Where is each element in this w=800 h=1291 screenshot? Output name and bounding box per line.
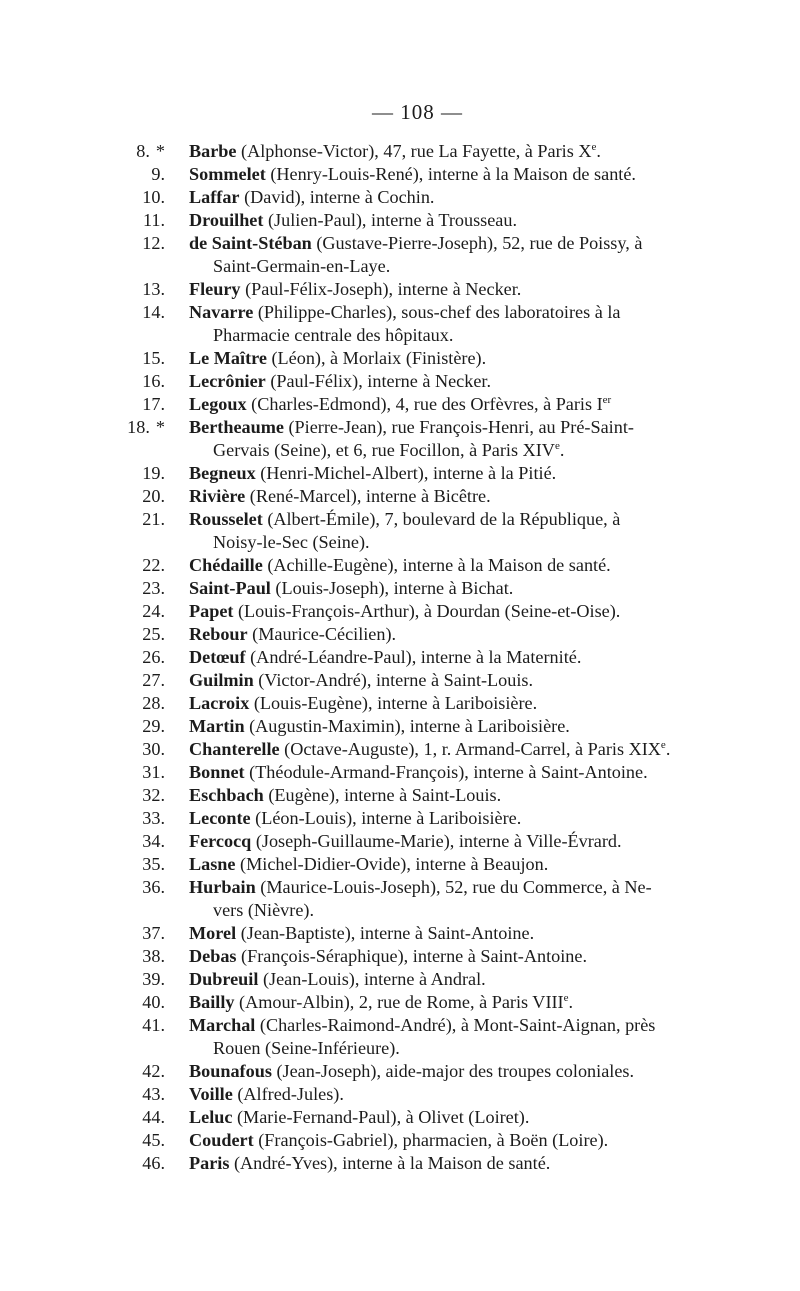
page-number: — 108 —: [372, 100, 463, 124]
entry-text: [189, 209, 709, 232]
entry-number-text: 18.: [127, 417, 150, 437]
entry-number-text: 17.: [142, 394, 165, 414]
entry-name: Morel: [189, 923, 237, 943]
entry-number: [110, 692, 165, 715]
entry-details: (Paul-Félix), interne à Necker.: [265, 371, 492, 391]
entry-text: [189, 163, 709, 186]
entry-text: [189, 1129, 709, 1152]
entry-name: Papet: [189, 601, 234, 621]
entry-text: [189, 623, 709, 646]
entry-name: Drouilhet: [189, 210, 264, 230]
entry-number: [110, 1014, 165, 1037]
entry-details: (Victor-André), interne à Saint-Louis.: [253, 670, 534, 690]
entry-details: (Marie-Fernand-Paul), à Olivet (Loiret).: [232, 1107, 530, 1127]
entry-text: [189, 830, 709, 853]
entry-number-text: 34.: [142, 831, 165, 851]
entry-details: (Alphonse-Victor), 47, rue La Fayette, à Paris X: [236, 141, 592, 161]
list-item: [0, 186, 800, 209]
entry-superscript: e: [660, 738, 666, 751]
list-item: [0, 738, 800, 761]
entry-continuation: [189, 531, 709, 554]
entry-number-text: 16.: [142, 371, 165, 391]
entry-name: Sommelet: [189, 164, 266, 184]
entry-tail: .: [568, 992, 574, 1012]
entry-name: Detœuf: [189, 647, 246, 667]
list-item: [0, 140, 800, 163]
entry-number-text: 43.: [142, 1084, 165, 1104]
entry-number: [110, 1106, 165, 1129]
list-item: [0, 370, 800, 393]
entry-star: *: [155, 417, 165, 437]
list-item: [0, 715, 800, 738]
entry-details: (Maurice-Cécilien).: [247, 624, 397, 644]
entry-number-text: 27.: [142, 670, 165, 690]
entry-number: [110, 393, 165, 416]
entry-text: [189, 186, 709, 209]
list-item: [0, 623, 800, 646]
list-item: [0, 968, 800, 991]
entry-name: Leluc: [189, 1107, 233, 1127]
entry-name: Le Maître: [189, 348, 267, 368]
entry-details: (Maurice-Louis-Joseph), 52, rue du Commerce, à Ne-: [255, 877, 652, 897]
entry-name: Voille: [189, 1084, 233, 1104]
entry-text: [189, 577, 709, 600]
entry-name: Bailly: [189, 992, 235, 1012]
list-item: [0, 278, 800, 301]
entry-number-text: 36.: [142, 877, 165, 897]
entry-tail: .: [665, 739, 671, 759]
entry-name: Rebour: [189, 624, 248, 644]
entry-name: Hurbain: [189, 877, 256, 897]
entry-details: (Louis-Joseph), interne à Bichat.: [270, 578, 514, 598]
entry-details: (Léon), à Morlaix (Finistère).: [266, 348, 487, 368]
list-item: [0, 1083, 800, 1106]
entry-details: (Jean-Joseph), aide-major des troupes coloniales.: [271, 1061, 635, 1081]
entry-number: [110, 163, 165, 186]
entry-number: [110, 784, 165, 807]
entry-details: (François-Séraphique), interne à Saint-Antoine.: [236, 946, 588, 966]
entry-number-text: 19.: [142, 463, 165, 483]
list-item: [0, 347, 800, 370]
entry-text: [189, 646, 709, 669]
entry-number: [110, 278, 165, 301]
entry-details: (Louis-François-Arthur), à Dourdan (Seine-et-Oise).: [233, 601, 621, 621]
list-item: [0, 669, 800, 692]
entry-number: [110, 715, 165, 738]
entry-text: [189, 922, 709, 945]
entry-details: (Achille-Eugène), interne à la Maison de santé.: [262, 555, 611, 575]
list-item: [0, 945, 800, 968]
entry-details: (René-Marcel), interne à Bicêtre.: [245, 486, 491, 506]
list-item: [0, 301, 800, 347]
entry-continuation-text: vers (Nièvre).: [213, 900, 314, 920]
entry-number-text: 11.: [142, 210, 165, 230]
entry-number-text: 20.: [142, 486, 165, 506]
entry-number: [110, 209, 165, 232]
entry-number: [110, 462, 165, 485]
entry-number-text: 33.: [142, 808, 165, 828]
list-item: [0, 807, 800, 830]
entry-text: [189, 416, 709, 462]
entry-details: (Paul-Félix-Joseph), interne à Necker.: [240, 279, 522, 299]
list-item: [0, 1106, 800, 1129]
entry-number-text: 22.: [142, 555, 165, 575]
list-item: [0, 1152, 800, 1175]
entry-number: [110, 761, 165, 784]
entry-details: (Julien-Paul), interne à Trousseau.: [263, 210, 518, 230]
entry-text: [189, 347, 709, 370]
entry-details: (Pierre-Jean), rue François-Henri, au Pré-Saint-: [283, 417, 634, 437]
entry-details: (André-Léandre-Paul), interne à la Maternité.: [245, 647, 582, 667]
entry-number: [110, 968, 165, 991]
entry-text: [189, 1014, 709, 1060]
entry-name: Coudert: [189, 1130, 254, 1150]
entry-number: [110, 1152, 165, 1175]
entry-text: [189, 393, 709, 416]
entry-details: (Théodule-Armand-François), interne à Saint-Antoine.: [244, 762, 648, 782]
entry-continuation: [189, 899, 709, 922]
entry-text: [189, 301, 709, 347]
entry-name: Guilmin: [189, 670, 254, 690]
entry-number-text: 42.: [142, 1061, 165, 1081]
entry-name: Bertheaume: [189, 417, 284, 437]
entry-details: (Jean-Louis), interne à Andral.: [258, 969, 486, 989]
entry-number: [110, 508, 165, 531]
entry-number: [110, 853, 165, 876]
entry-star: *: [155, 141, 165, 161]
list-item: [0, 922, 800, 945]
entry-name: Rousselet: [189, 509, 263, 529]
entry-name: de Saint-Stéban: [189, 233, 312, 253]
entry-details: (Alfred-Jules).: [232, 1084, 344, 1104]
entry-number: [110, 577, 165, 600]
entry-number: [110, 623, 165, 646]
entry-details: (André-Yves), interne à la Maison de santé.: [229, 1153, 551, 1173]
entry-number-text: 30.: [142, 739, 165, 759]
entry-number: [110, 232, 165, 255]
entry-tail: .: [559, 440, 565, 460]
list-item: [0, 853, 800, 876]
list-item: [0, 991, 800, 1014]
entry-number-text: 41.: [142, 1015, 165, 1035]
entry-name: Chanterelle: [189, 739, 280, 759]
entry-superscript: e: [554, 439, 560, 452]
entry-number: [110, 1083, 165, 1106]
entry-name: Lecrônier: [189, 371, 266, 391]
list-item: [0, 692, 800, 715]
entry-superscript: e: [591, 140, 597, 153]
entry-continuation-text: Gervais (Seine), et 6, rue Focillon, à Paris XIV: [213, 440, 555, 460]
list-item: [0, 1060, 800, 1083]
list-item: [0, 577, 800, 600]
list-item: [0, 1014, 800, 1060]
entry-number: [110, 416, 165, 439]
entry-name: Begneux: [189, 463, 256, 483]
entry-text: [189, 784, 709, 807]
entry-number-text: 38.: [142, 946, 165, 966]
entry-number-text: 10.: [142, 187, 165, 207]
entry-details: (Augustin-Maximin), interne à Lariboisière.: [244, 716, 570, 736]
entry-number-text: 21.: [142, 509, 165, 529]
entry-details: (Amour-Albin), 2, rue de Rome, à Paris VIII: [234, 992, 564, 1012]
entry-number-text: 46.: [142, 1153, 165, 1173]
entry-number-text: 40.: [142, 992, 165, 1012]
entry-number: [110, 991, 165, 1014]
entry-number: [110, 1129, 165, 1152]
entry-continuation-text: Pharmacie centrale des hôpitaux.: [213, 325, 454, 345]
entry-text: [189, 600, 709, 623]
entry-number-text: 24.: [142, 601, 165, 621]
entry-details: (Philippe-Charles), sous-chef des laboratoires à la: [253, 302, 621, 322]
entry-text: [189, 738, 709, 761]
list-item: [0, 646, 800, 669]
entry-number-text: 39.: [142, 969, 165, 989]
entry-continuation: [189, 324, 709, 347]
entry-text: [189, 1060, 709, 1083]
entry-name: Saint-Paul: [189, 578, 271, 598]
entry-details: (Joseph-Guillaume-Marie), interne à Ville-Évrard.: [251, 831, 622, 851]
entry-tail: .: [596, 141, 601, 161]
entry-text: [189, 278, 709, 301]
entry-name: Lacroix: [189, 693, 250, 713]
entry-name: Martin: [189, 716, 245, 736]
entry-number-text: 26.: [142, 647, 165, 667]
entry-number-text: 44.: [142, 1107, 165, 1127]
list-item: [0, 784, 800, 807]
entry-text: [189, 1152, 709, 1175]
entry-superscript: er: [602, 393, 612, 406]
entry-name: Dubreuil: [189, 969, 259, 989]
entry-number-text: 13.: [142, 279, 165, 299]
entry-name: Fercocq: [189, 831, 252, 851]
entry-text: [189, 232, 709, 278]
entry-number-text: 15.: [142, 348, 165, 368]
entry-details: (David), interne à Cochin.: [239, 187, 435, 207]
entry-number: [110, 922, 165, 945]
entry-details: (Octave-Auguste), 1, r. Armand-Carrel, à Paris XIX: [279, 739, 661, 759]
entry-text: [189, 968, 709, 991]
entry-number-text: 32.: [142, 785, 165, 805]
list-item: [0, 761, 800, 784]
entry-number-text: 28.: [142, 693, 165, 713]
entry-text: [189, 462, 709, 485]
entry-details: (Louis-Eugène), interne à Lariboisière.: [249, 693, 538, 713]
entry-text: [189, 876, 709, 922]
entry-name: Bonnet: [189, 762, 245, 782]
entry-text: [189, 370, 709, 393]
entry-details: (François-Gabriel), pharmacien, à Boën (Loire).: [253, 1130, 609, 1150]
list-item: [0, 830, 800, 853]
entry-continuation: [189, 1037, 709, 1060]
list-item: [0, 232, 800, 278]
entry-number-text: 31.: [142, 762, 165, 782]
entry-number-text: 23.: [142, 578, 165, 598]
entry-text: [189, 485, 709, 508]
entry-number-text: 29.: [142, 716, 165, 736]
entry-name: Eschbach: [189, 785, 264, 805]
list-item: [0, 508, 800, 554]
entry-number-text: 8.: [136, 141, 150, 161]
entry-text: [189, 508, 709, 554]
entry-name: Rivière: [189, 486, 246, 506]
entry-text: [189, 669, 709, 692]
entry-number: [110, 830, 165, 853]
entry-name: Debas: [189, 946, 237, 966]
entry-text: [189, 807, 709, 830]
entry-name: Paris: [189, 1153, 230, 1173]
entry-text: [189, 1083, 709, 1106]
list-item: [0, 876, 800, 922]
entry-number: [110, 485, 165, 508]
entry-text: [189, 991, 709, 1014]
entry-number: [110, 646, 165, 669]
entry-continuation: [189, 439, 709, 462]
entry-list: [0, 140, 800, 1175]
entry-details: (Eugène), interne à Saint-Louis.: [263, 785, 502, 805]
entry-text: [189, 554, 709, 577]
entry-number: [110, 140, 165, 163]
entry-details: (Charles-Edmond), 4, rue des Orfèvres, à Paris I: [246, 394, 603, 414]
entry-name: Fleury: [189, 279, 241, 299]
entry-name: Leconte: [189, 808, 251, 828]
entry-number: [110, 807, 165, 830]
entry-text: [189, 692, 709, 715]
entry-name: Bounafous: [189, 1061, 272, 1081]
entry-number-text: 35.: [142, 854, 165, 874]
entry-continuation-text: Noisy-le-Sec (Seine).: [213, 532, 370, 552]
entry-text: [189, 853, 709, 876]
entry-details: (Michel-Didier-Ovide), interne à Beaujon.: [235, 854, 549, 874]
entry-continuation-text: Rouen (Seine-Inférieure).: [213, 1038, 400, 1058]
entry-number: [110, 945, 165, 968]
entry-number: [110, 600, 165, 623]
entry-superscript: e: [563, 991, 569, 1004]
entry-number-text: 45.: [142, 1130, 165, 1150]
entry-details: (Charles-Raimond-André), à Mont-Saint-Aignan, près: [255, 1015, 656, 1035]
entry-number: [110, 301, 165, 324]
entry-number-text: 37.: [142, 923, 165, 943]
entry-details: (Henri-Michel-Albert), interne à la Pitié.: [255, 463, 557, 483]
entry-details: (Henry-Louis-René), interne à la Maison de santé.: [265, 164, 636, 184]
entry-details: (Léon-Louis), interne à Lariboisière.: [250, 808, 522, 828]
list-item: [0, 1129, 800, 1152]
entry-text: [189, 1106, 709, 1129]
entry-number: [110, 876, 165, 899]
entry-name: Navarre: [189, 302, 254, 322]
entry-details: (Albert-Émile), 7, boulevard de la République, à: [262, 509, 621, 529]
list-item: [0, 163, 800, 186]
list-item: [0, 416, 800, 462]
entry-text: [189, 140, 709, 163]
entry-text: [189, 715, 709, 738]
entry-name: Legoux: [189, 394, 247, 414]
entry-name: Chédaille: [189, 555, 263, 575]
entry-number: [110, 738, 165, 761]
entry-name: Laffar: [189, 187, 240, 207]
list-item: [0, 462, 800, 485]
list-item: [0, 554, 800, 577]
entry-number: [110, 669, 165, 692]
entry-details: (Jean-Baptiste), interne à Saint-Antoine.: [236, 923, 535, 943]
entry-name: Marchal: [189, 1015, 256, 1035]
list-item: [0, 209, 800, 232]
entry-number: [110, 186, 165, 209]
entry-number: [110, 347, 165, 370]
entry-number: [110, 370, 165, 393]
entry-number: [110, 554, 165, 577]
entry-continuation: [189, 255, 709, 278]
entry-continuation-text: Saint-Germain-en-Laye.: [213, 256, 391, 276]
entry-name: Barbe: [189, 141, 237, 161]
list-item: [0, 600, 800, 623]
entry-name: Lasne: [189, 854, 236, 874]
entry-text: [189, 761, 709, 784]
list-item: [0, 485, 800, 508]
entry-number-text: 14.: [142, 302, 165, 322]
entry-details: (Gustave-Pierre-Joseph), 52, rue de Poissy, à: [311, 233, 643, 253]
list-item: [0, 393, 800, 416]
entry-number-text: 12.: [142, 233, 165, 253]
entry-number: [110, 1060, 165, 1083]
entry-number-text: 25.: [142, 624, 165, 644]
entry-number-text: 9.: [151, 164, 165, 184]
entry-text: [189, 945, 709, 968]
